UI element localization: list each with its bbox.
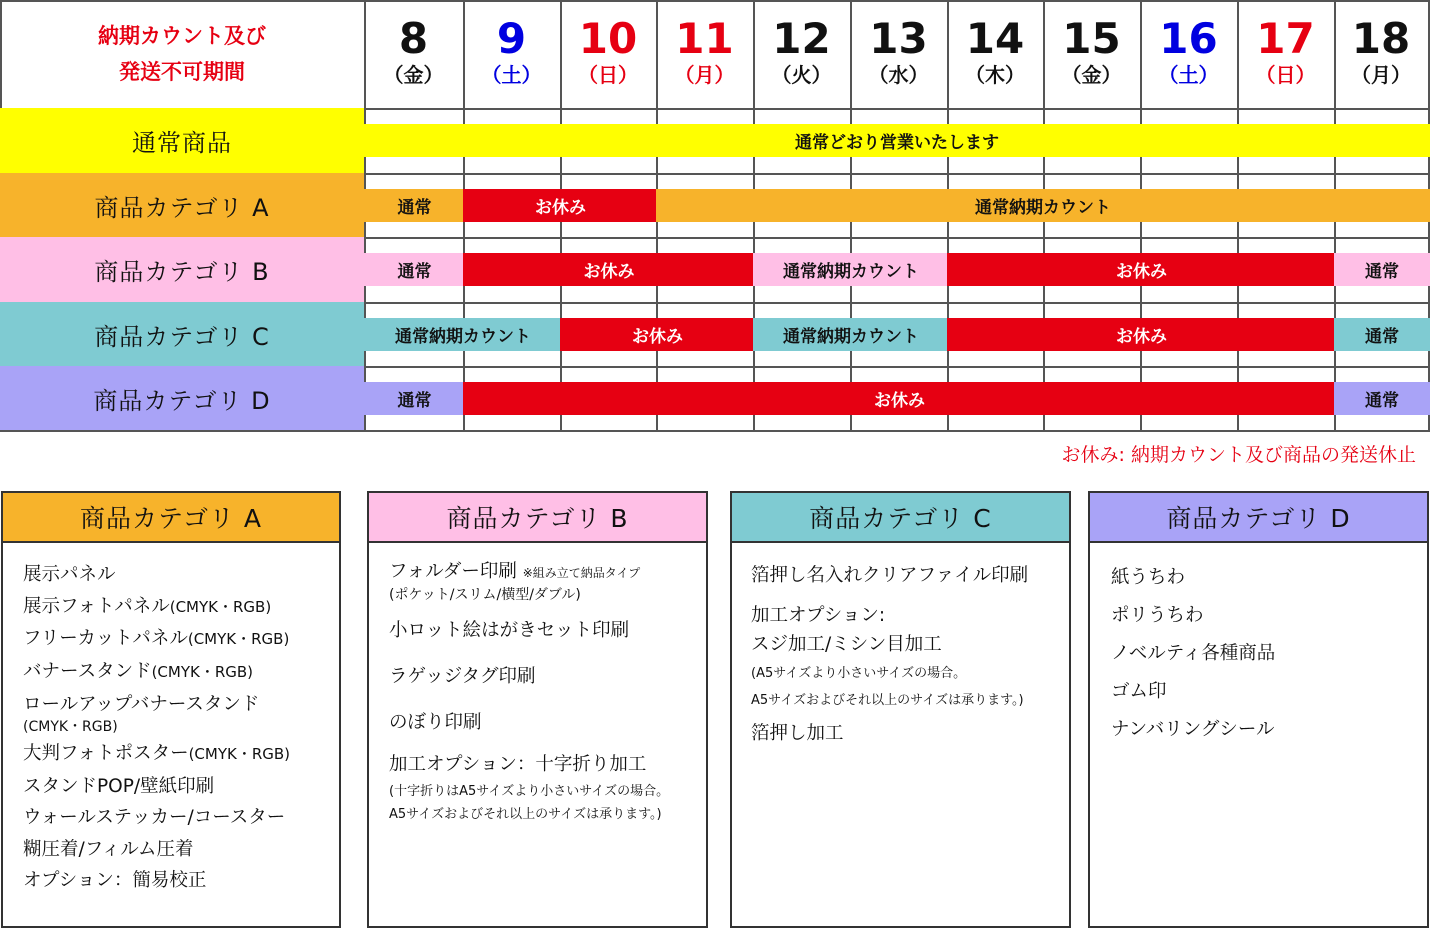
category-b-box [367, 491, 708, 928]
schedule-bar: 通常納期カウント [753, 318, 949, 351]
schedule-bar: 通常納期カウント [364, 318, 562, 351]
list-item: ノベルティ各種商品 [1111, 643, 1276, 664]
schedule-title-line2: 発送不可期間 [119, 60, 245, 84]
category-a-title: 商品カテゴリ A [3, 493, 339, 543]
list-item: 糊圧着/フィルム圧着 [23, 838, 194, 860]
category-c-list [751, 559, 1061, 751]
rest-period-bar: お休み [463, 382, 1336, 415]
day-header-cell [1334, 0, 1428, 108]
schedule-bar: 通常納期カウント [753, 253, 949, 286]
item-name: フリーカットパネル [23, 628, 188, 649]
day-number: 16 [1159, 14, 1218, 63]
rest-period-bar: お休み [947, 318, 1336, 351]
day-header-cell [463, 0, 560, 108]
schedule-title-line1: 納期カウント及び [98, 24, 266, 48]
day-weekday: （土） [481, 63, 542, 87]
rest-period-bar: お休み [463, 253, 755, 286]
day-header-cell [1140, 0, 1237, 108]
day-number: 8 [398, 14, 429, 63]
schedule-bar: 通常 [1334, 253, 1430, 286]
list-item [23, 738, 331, 771]
row-label [0, 302, 364, 366]
day-weekday: （金） [1061, 63, 1122, 87]
row-label-text: 商品カテゴリ C [94, 322, 270, 351]
category-b-list [389, 559, 698, 826]
day-header-cell [1043, 0, 1140, 108]
item-name: 大判フォトポスター [23, 743, 189, 764]
category-c-box [730, 491, 1071, 928]
list-item: ナンバリングシール [1111, 719, 1275, 740]
rest-period-bar: お休み [463, 189, 658, 222]
item-name: バナースタンド [23, 660, 152, 682]
schedule-table [0, 0, 1430, 432]
grid-hline [0, 430, 1430, 432]
category-d-box [1088, 491, 1429, 928]
schedule-title [0, 0, 364, 108]
item-note: A5サイズおよびそれ以上のサイズは承ります。) [389, 807, 662, 822]
item-note: (A5サイズより小さいサイズの場合。 [751, 666, 967, 681]
rest-legend-note: お休み: 納期カウント及び商品の発送休止 [1061, 444, 1416, 466]
list-item: スタンドPOP/壁紙印刷 [23, 775, 215, 797]
category-d-list [1111, 559, 1419, 749]
list-item: 紙うちわ [1111, 567, 1186, 588]
day-number: 12 [772, 14, 831, 63]
day-weekday: （月） [674, 63, 735, 87]
grid-hline [0, 0, 1430, 2]
list-item: ラゲッジタグ印刷 [389, 666, 536, 687]
item-note: (ポケット/スリム/横型/ダブル) [389, 587, 581, 603]
row-label [0, 237, 364, 302]
day-number: 11 [675, 14, 734, 63]
list-item [23, 656, 331, 689]
item-note: (CMYK・RGB) [187, 630, 290, 648]
day-weekday: （木） [965, 63, 1025, 87]
day-weekday: （日） [578, 63, 638, 87]
item-name: 展示フォトパネル [23, 595, 170, 617]
day-header-cell [1237, 0, 1334, 108]
row-label [0, 173, 364, 237]
day-weekday: （金） [383, 63, 444, 87]
schedule-bar: 通常納期カウント [656, 189, 1430, 222]
list-item: 加工オプション: [751, 605, 886, 626]
schedule-bar: 通常 [1334, 382, 1430, 415]
day-header-cell [947, 0, 1043, 108]
day-number: 14 [965, 14, 1025, 63]
category-b-title: 商品カテゴリ B [369, 493, 706, 543]
day-header-cell [560, 0, 656, 108]
day-number: 10 [578, 14, 638, 63]
list-item [23, 591, 331, 624]
schedule-bar: 通常 [364, 382, 465, 415]
schedule-bar: 通常どおり営業いたします [364, 124, 1430, 157]
rest-period-bar: お休み [560, 318, 755, 351]
list-item: スジ加工/ミシン目加工 [751, 634, 942, 655]
item-note: A5サイズおよびそれ以上のサイズは承ります。) [751, 693, 1024, 708]
list-item: 箔押し名入れクリアファイル印刷 [751, 565, 1029, 586]
day-number: 17 [1256, 14, 1315, 63]
category-a-list [23, 559, 331, 897]
day-number: 9 [496, 14, 527, 63]
item-note: ※組み立て納品タイプ [522, 566, 641, 580]
category-a-box [1, 491, 341, 928]
item-note: (十字折りはA5サイズより小さいサイズの場合。 [389, 784, 670, 799]
day-weekday: （日） [1255, 63, 1316, 87]
schedule-bar: 通常 [364, 253, 465, 286]
day-weekday: （火） [771, 63, 832, 87]
list-item: ポリうちわ [1111, 605, 1204, 626]
day-number: 15 [1062, 14, 1121, 63]
list-item: オプション：簡易校正 [23, 870, 207, 891]
schedule-bar: 通常 [364, 189, 465, 222]
list-item: ロールアップバナースタンド [23, 694, 260, 715]
day-weekday: （土） [1158, 63, 1219, 87]
item-note: (CMYK・RGB) [169, 597, 272, 616]
row-label-text: 商品カテゴリ B [94, 258, 270, 286]
row-label-text: 商品カテゴリ D [93, 386, 271, 415]
day-number: 18 [1351, 14, 1411, 63]
item-note: (CMYK・RGB) [23, 719, 118, 735]
day-number: 13 [869, 14, 928, 63]
list-item: のぼり印刷 [389, 712, 482, 733]
row-label-text: 通常商品 [132, 129, 232, 157]
day-weekday: （水） [868, 63, 929, 87]
day-header-cell [850, 0, 947, 108]
row-label [0, 366, 364, 430]
item-name: フォルダー印刷 [389, 561, 517, 582]
day-weekday: （月） [1351, 63, 1411, 87]
list-item: 加工オプション：十字折り加工 [389, 754, 647, 775]
rest-period-bar: お休み [947, 253, 1336, 286]
list-item: 展示パネル [23, 564, 116, 585]
row-label [0, 108, 364, 173]
item-note: (CMYK・RGB) [188, 745, 291, 763]
item-note: (CMYK・RGB) [151, 662, 254, 681]
list-item: ウォールステッカー/コースター [23, 807, 286, 828]
day-header-cell [364, 0, 463, 108]
category-c-title: 商品カテゴリ C [732, 493, 1069, 543]
schedule-bar: 通常 [1334, 318, 1430, 351]
list-item [23, 623, 331, 656]
list-item: ゴム印 [1111, 681, 1167, 702]
list-item: 小ロット絵はがきセット印刷 [389, 620, 630, 641]
day-header-cell [753, 0, 850, 108]
list-item: 箔押し加工 [751, 723, 844, 744]
category-d-title: 商品カテゴリ D [1090, 493, 1427, 543]
day-header-cell [656, 0, 753, 108]
row-label-text: 商品カテゴリ A [94, 193, 270, 222]
list-item [389, 559, 698, 586]
